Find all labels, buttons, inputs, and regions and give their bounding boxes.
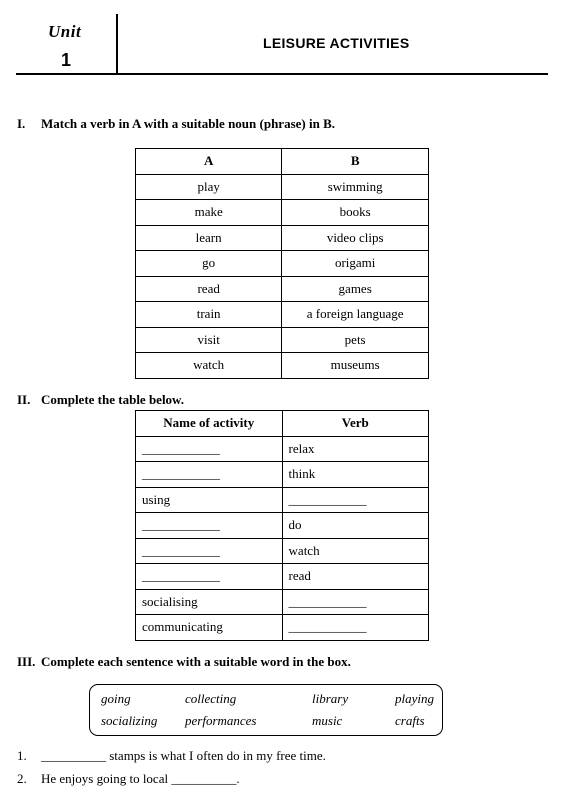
unit-label-box: [16, 14, 118, 74]
table-row: [136, 200, 429, 226]
matching-table: [135, 148, 429, 379]
table-row: [136, 436, 429, 462]
word-box-item: collecting: [185, 691, 237, 706]
section-2-instruction: Complete the table below.: [41, 392, 184, 407]
table-row: [136, 225, 429, 251]
word-box-item: music: [312, 713, 343, 728]
table-row: [136, 589, 429, 615]
section-1-heading: [17, 116, 335, 132]
column-a-header: A: [136, 149, 282, 175]
word-box-item: going: [101, 691, 131, 706]
noun-cell: a foreign language: [282, 302, 429, 328]
activity-cell: ____________: [136, 564, 283, 590]
verb-cell: think: [282, 462, 428, 488]
word-box-item: library: [312, 691, 349, 706]
column-b-header: B: [282, 149, 429, 175]
noun-cell: swimming: [282, 174, 429, 200]
sentence-item: [17, 771, 240, 787]
verb-cell: ____________: [282, 487, 428, 513]
sentence-text: He enjoys going to local __________.: [41, 771, 240, 786]
table-row: [136, 327, 429, 353]
sentence-number: 2.: [17, 771, 27, 786]
verb-column-header: Verb: [282, 411, 428, 437]
table-row: [136, 174, 429, 200]
word-box: [89, 684, 443, 736]
verb-cell: train: [136, 302, 282, 328]
unit-word: Unit: [48, 22, 82, 41]
word-box-item: playing: [395, 691, 434, 706]
section-2-number: II.: [17, 392, 31, 407]
noun-cell: books: [282, 200, 429, 226]
verb-cell: read: [282, 564, 428, 590]
sentence-text: __________ stamps is what I often do in my free time.: [41, 748, 326, 763]
word-box-item: performances: [185, 713, 257, 728]
table-row: [136, 251, 429, 277]
activity-cell: ____________: [136, 538, 283, 564]
section-3-instruction: Complete each sentence with a suitable word in the box.: [41, 654, 351, 669]
verb-cell: ____________: [282, 589, 428, 615]
section-1-instruction: Match a verb in A with a suitable noun (phrase) in B.: [41, 116, 335, 131]
activity-cell: ____________: [136, 436, 283, 462]
verb-cell: do: [282, 513, 428, 539]
activity-cell: ____________: [136, 513, 283, 539]
table-row: [136, 615, 429, 641]
activity-cell: socialising: [136, 589, 283, 615]
table-row: [136, 353, 429, 379]
activity-cell: communicating: [136, 615, 283, 641]
table-row: [136, 538, 429, 564]
table-row: [136, 302, 429, 328]
section-2-heading: [17, 392, 184, 408]
activity-verb-table: [135, 410, 429, 641]
noun-cell: games: [282, 276, 429, 302]
table-row: [136, 487, 429, 513]
verb-cell: watch: [282, 538, 428, 564]
table-row: [136, 276, 429, 302]
section-3-heading: [17, 654, 351, 670]
activity-column-header: Name of activity: [136, 411, 283, 437]
activity-cell: ____________: [136, 462, 283, 488]
verb-cell: watch: [136, 353, 282, 379]
activity-cell: using: [136, 487, 283, 513]
table-row: [136, 462, 429, 488]
table-row: [136, 513, 429, 539]
word-box-item: crafts: [395, 713, 425, 728]
header-divider: [16, 73, 548, 75]
verb-cell: relax: [282, 436, 428, 462]
noun-cell: origami: [282, 251, 429, 277]
verb-cell: make: [136, 200, 282, 226]
verb-cell: learn: [136, 225, 282, 251]
noun-cell: video clips: [282, 225, 429, 251]
unit-header: [16, 14, 548, 74]
unit-number: 1: [61, 50, 72, 70]
word-box-item: socializing: [101, 713, 158, 728]
noun-cell: museums: [282, 353, 429, 379]
sentence-item: [17, 748, 326, 764]
verb-cell: read: [136, 276, 282, 302]
page-title: LEISURE ACTIVITIES: [263, 35, 410, 51]
verb-cell: ____________: [282, 615, 428, 641]
section-1-number: I.: [17, 116, 26, 131]
table-header-row: [136, 149, 429, 175]
table-header-row: [136, 411, 429, 437]
section-3-number: III.: [17, 654, 36, 669]
verb-cell: go: [136, 251, 282, 277]
table-row: [136, 564, 429, 590]
verb-cell: visit: [136, 327, 282, 353]
sentence-number: 1.: [17, 748, 27, 763]
verb-cell: play: [136, 174, 282, 200]
noun-cell: pets: [282, 327, 429, 353]
